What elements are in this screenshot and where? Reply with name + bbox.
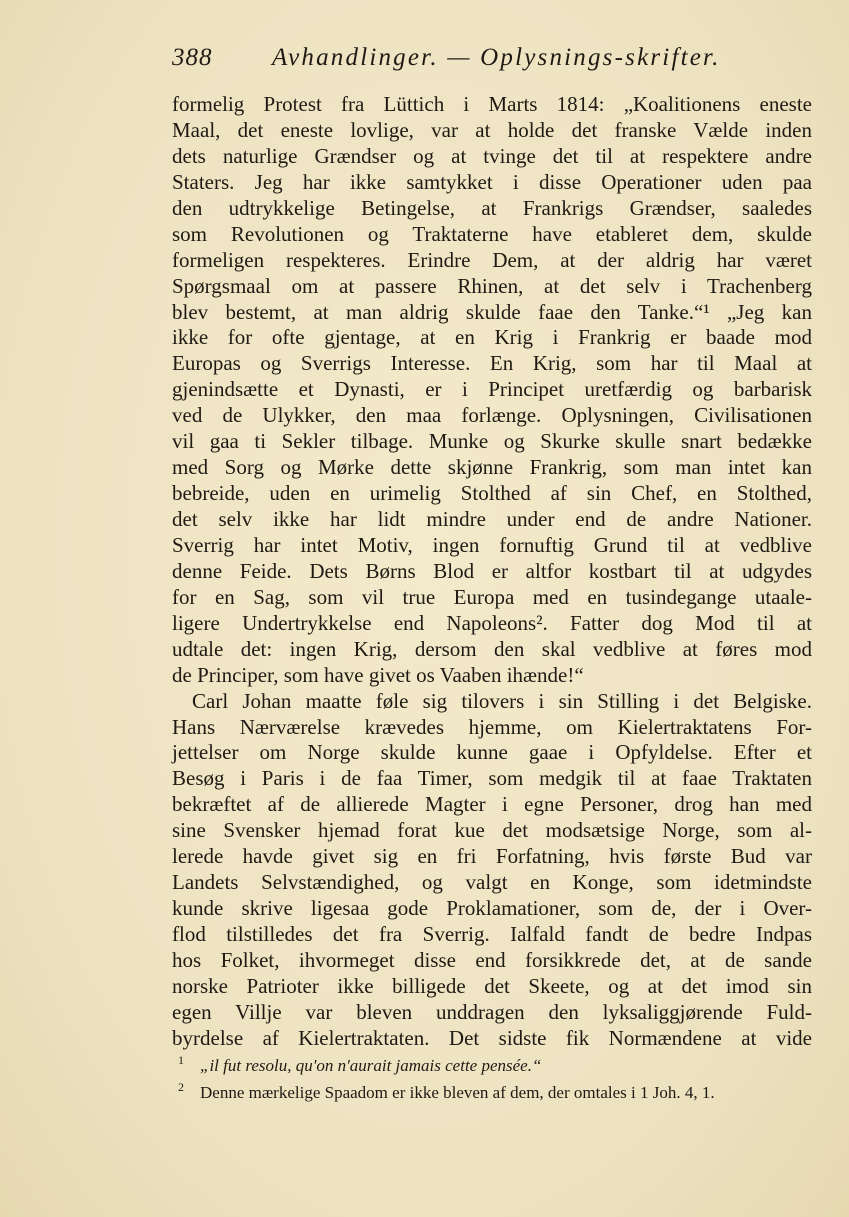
footnotes: [172, 1052, 812, 1106]
text-line: gjenindsætte et Dynasti, er i Principet uretfærdig og barbarisk: [172, 377, 812, 402]
text-line: Carl Johan maatte føle sig tilovers i sin Stilling i det Belgiske.: [192, 688, 812, 713]
page-header: [172, 44, 832, 78]
page-number: 388: [172, 44, 213, 71]
text-line: Sverrig har intet Motiv, ingen fornuftig Grund til at vedblive: [172, 532, 812, 557]
text-line: de Principer, som have givet os Vaaben ihænde!“: [172, 662, 584, 687]
text-line: ved de Ulykker, den maa forlænge. Oplysningen, Civilisationen: [172, 403, 812, 428]
text-line: lerede havde givet sig en fri Forfatning, hvis første Bud var: [172, 844, 812, 869]
text-line: Europas og Sverrigs Interesse. En Krig, som har til Maal at: [172, 351, 812, 376]
text-line: Staters. Jeg har ikke samtykket i disse Operationer uden paa: [172, 169, 812, 194]
text-line: Maal, det eneste lovlige, var at holde det franske Vælde inden: [172, 117, 812, 142]
text-line: formeligen respekteres. Erindre Dem, at der aldrig har været: [172, 247, 812, 272]
text-line: denne Feide. Dets Børns Blod er altfor kostbart til at udgydes: [172, 558, 812, 583]
text-line: bekræftet af de allierede Magter i egne Personer, drog han med: [172, 792, 812, 817]
footnote-mark: 1: [178, 1053, 184, 1068]
text-line: for en Sag, som vil true Europa med en tusindegange utaale-: [172, 584, 812, 609]
body-text: [172, 92, 812, 1052]
text-line: egen Villje var bleven unddragen den lyksaliggjørende Fuld-: [172, 999, 812, 1024]
text-line: udtale det: ingen Krig, dersom den skal vedblive at føres mod: [172, 636, 812, 661]
text-line: det selv ikke har lidt mindre under end de andre Nationer.: [172, 507, 812, 531]
running-title: Avhandlinger. — Oplysnings-skrifter.: [272, 44, 721, 71]
text-line: Besøg i Paris i de faa Timer, som medgik til at faae Traktaten: [172, 766, 812, 791]
text-line: dets naturlige Grændser og at tvinge det til at respektere andre: [172, 143, 812, 168]
text-line: vil gaa ti Sekler tilbage. Munke og Skurke skulle snart bedække: [172, 429, 812, 454]
text-line: ikke for ofte gjentage, at en Krig i Frankrig er baade mod: [172, 325, 812, 350]
footnote-text: „il fut resolu, qu'on n'aurait jamais cette pensée.“: [200, 1056, 542, 1075]
footnote-1: [172, 1052, 812, 1079]
footnote-2: [172, 1079, 812, 1106]
text-line: den udtrykkelige Betingelse, at Frankrigs Grændser, saaledes: [172, 195, 812, 220]
footnote-text: Denne mærkelige Spaadom er ikke bleven af dem, der omtales i 1 Joh. 4, 1.: [200, 1083, 715, 1102]
text-line: som Revolutionen og Traktaterne have etableret dem, skulde: [172, 221, 812, 246]
text-line: flod tilstilledes det fra Sverrig. Ialfald fandt de bedre Indpas: [172, 922, 812, 946]
text-line: norske Patrioter ikke billigede det Skeete, og at det imod sin: [172, 973, 812, 998]
text-line: Landets Selvstændighed, og valgt en Konge, som idetmindste: [172, 870, 812, 895]
text-line: med Sorg og Mørke dette skjønne Frankrig, som man intet kan: [172, 455, 812, 480]
text-line: kunde skrive ligesaa gode Proklamationer, som de, der i Over-: [172, 896, 812, 921]
text-line: Hans Nærværelse krævedes hjemme, om Kielertraktatens For-: [172, 714, 812, 739]
text-line: byrdelse af Kielertraktaten. Det sidste fik Normændene at vide: [172, 1025, 812, 1050]
text-line: hos Folket, ihvormeget disse end forsikkrede det, at de sande: [172, 947, 812, 972]
text-line: bebreide, uden en urimelig Stolthed af sin Chef, en Stolthed,: [172, 481, 812, 506]
text-line: Spørgsmaal om at passere Rhinen, at det selv i Trachenberg: [172, 273, 812, 298]
text-line: ligere Undertrykkelse end Napoleons². Fatter dog Mod til at: [172, 610, 812, 635]
text-line: sine Svensker hjemad forat kue det modsætsige Norge, som al-: [172, 818, 812, 843]
footnote-mark: 2: [178, 1080, 184, 1095]
text-line: blev bestemt, at man aldrig skulde faae den Tanke.“¹ „Jeg kan: [172, 299, 812, 324]
text-line: formelig Protest fra Lüttich i Marts 1814: „Koalitionens eneste: [172, 92, 812, 116]
text-line: jettelser om Norge skulde kunne gaae i Opfyldelse. Efter et: [172, 740, 812, 765]
